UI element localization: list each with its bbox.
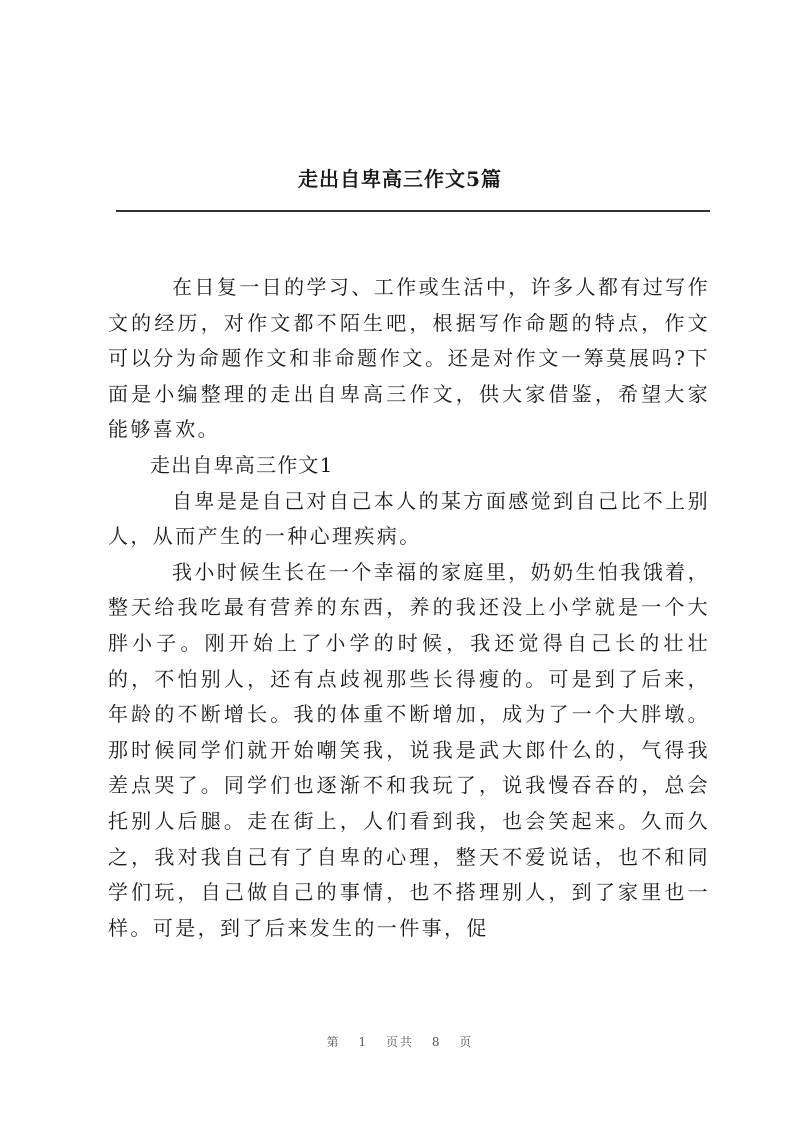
document-body bbox=[108, 270, 710, 946]
title-underline bbox=[116, 210, 710, 212]
page-footer bbox=[0, 1033, 800, 1050]
document-title: 走出自卑高三作文5篇 bbox=[298, 167, 502, 191]
body-paragraph: 我小时候生长在一个幸福的家庭里，奶奶生怕我饿着，整天给我吃最有营养的东西，养的我还没上小学就是一个大胖小子。刚开始上了小学的时候，我还觉得自己长的壮壮的，不怕别人，还有点歧视那些长得瘦的。可是到了后来，年龄的不断增长。我的体重不断增加，成为了一个大胖墩。那时候同学们就开始嘲笑我，说我是武大郎什么的，气得我差点哭了。同学们也逐渐不和我玩了，说我慢吞吞的，总会托别人后腿。走在街上，人们看到我，也会笑起来。久而久之，我对我自己有了自卑的心理，整天不爱说话，也不和同学们玩，自己做自己的事情，也不搭理别人，到了家里也一样。可是，到了后来发生的一件事，促 bbox=[108, 559, 710, 940]
footer-page-total: 8 bbox=[431, 1035, 442, 1049]
footer-label-ye: 页 bbox=[459, 1035, 474, 1049]
body-paragraph: 自卑是是自己对自己本人的某方面感觉到自己比不上别人，从而产生的一种心理疾病。 bbox=[108, 488, 710, 549]
section-heading: 走出自卑高三作文1 bbox=[150, 452, 334, 477]
footer-page-current: 1 bbox=[358, 1035, 369, 1049]
intro-paragraph: 在日复一日的学习、工作或生活中，许多人都有过写作文的经历，对作文都不陌生吧，根据写作命题的特点，作文可以分为命题作文和非命题作文。还是对作文一筹莫展吗?下面是小编整理的走出自卑高三作文，供大家借鉴，希望大家能够喜欢。 bbox=[108, 275, 710, 442]
footer-label-di: 第 bbox=[326, 1035, 341, 1049]
footer-label-ye-gong: 页共 bbox=[385, 1035, 414, 1049]
